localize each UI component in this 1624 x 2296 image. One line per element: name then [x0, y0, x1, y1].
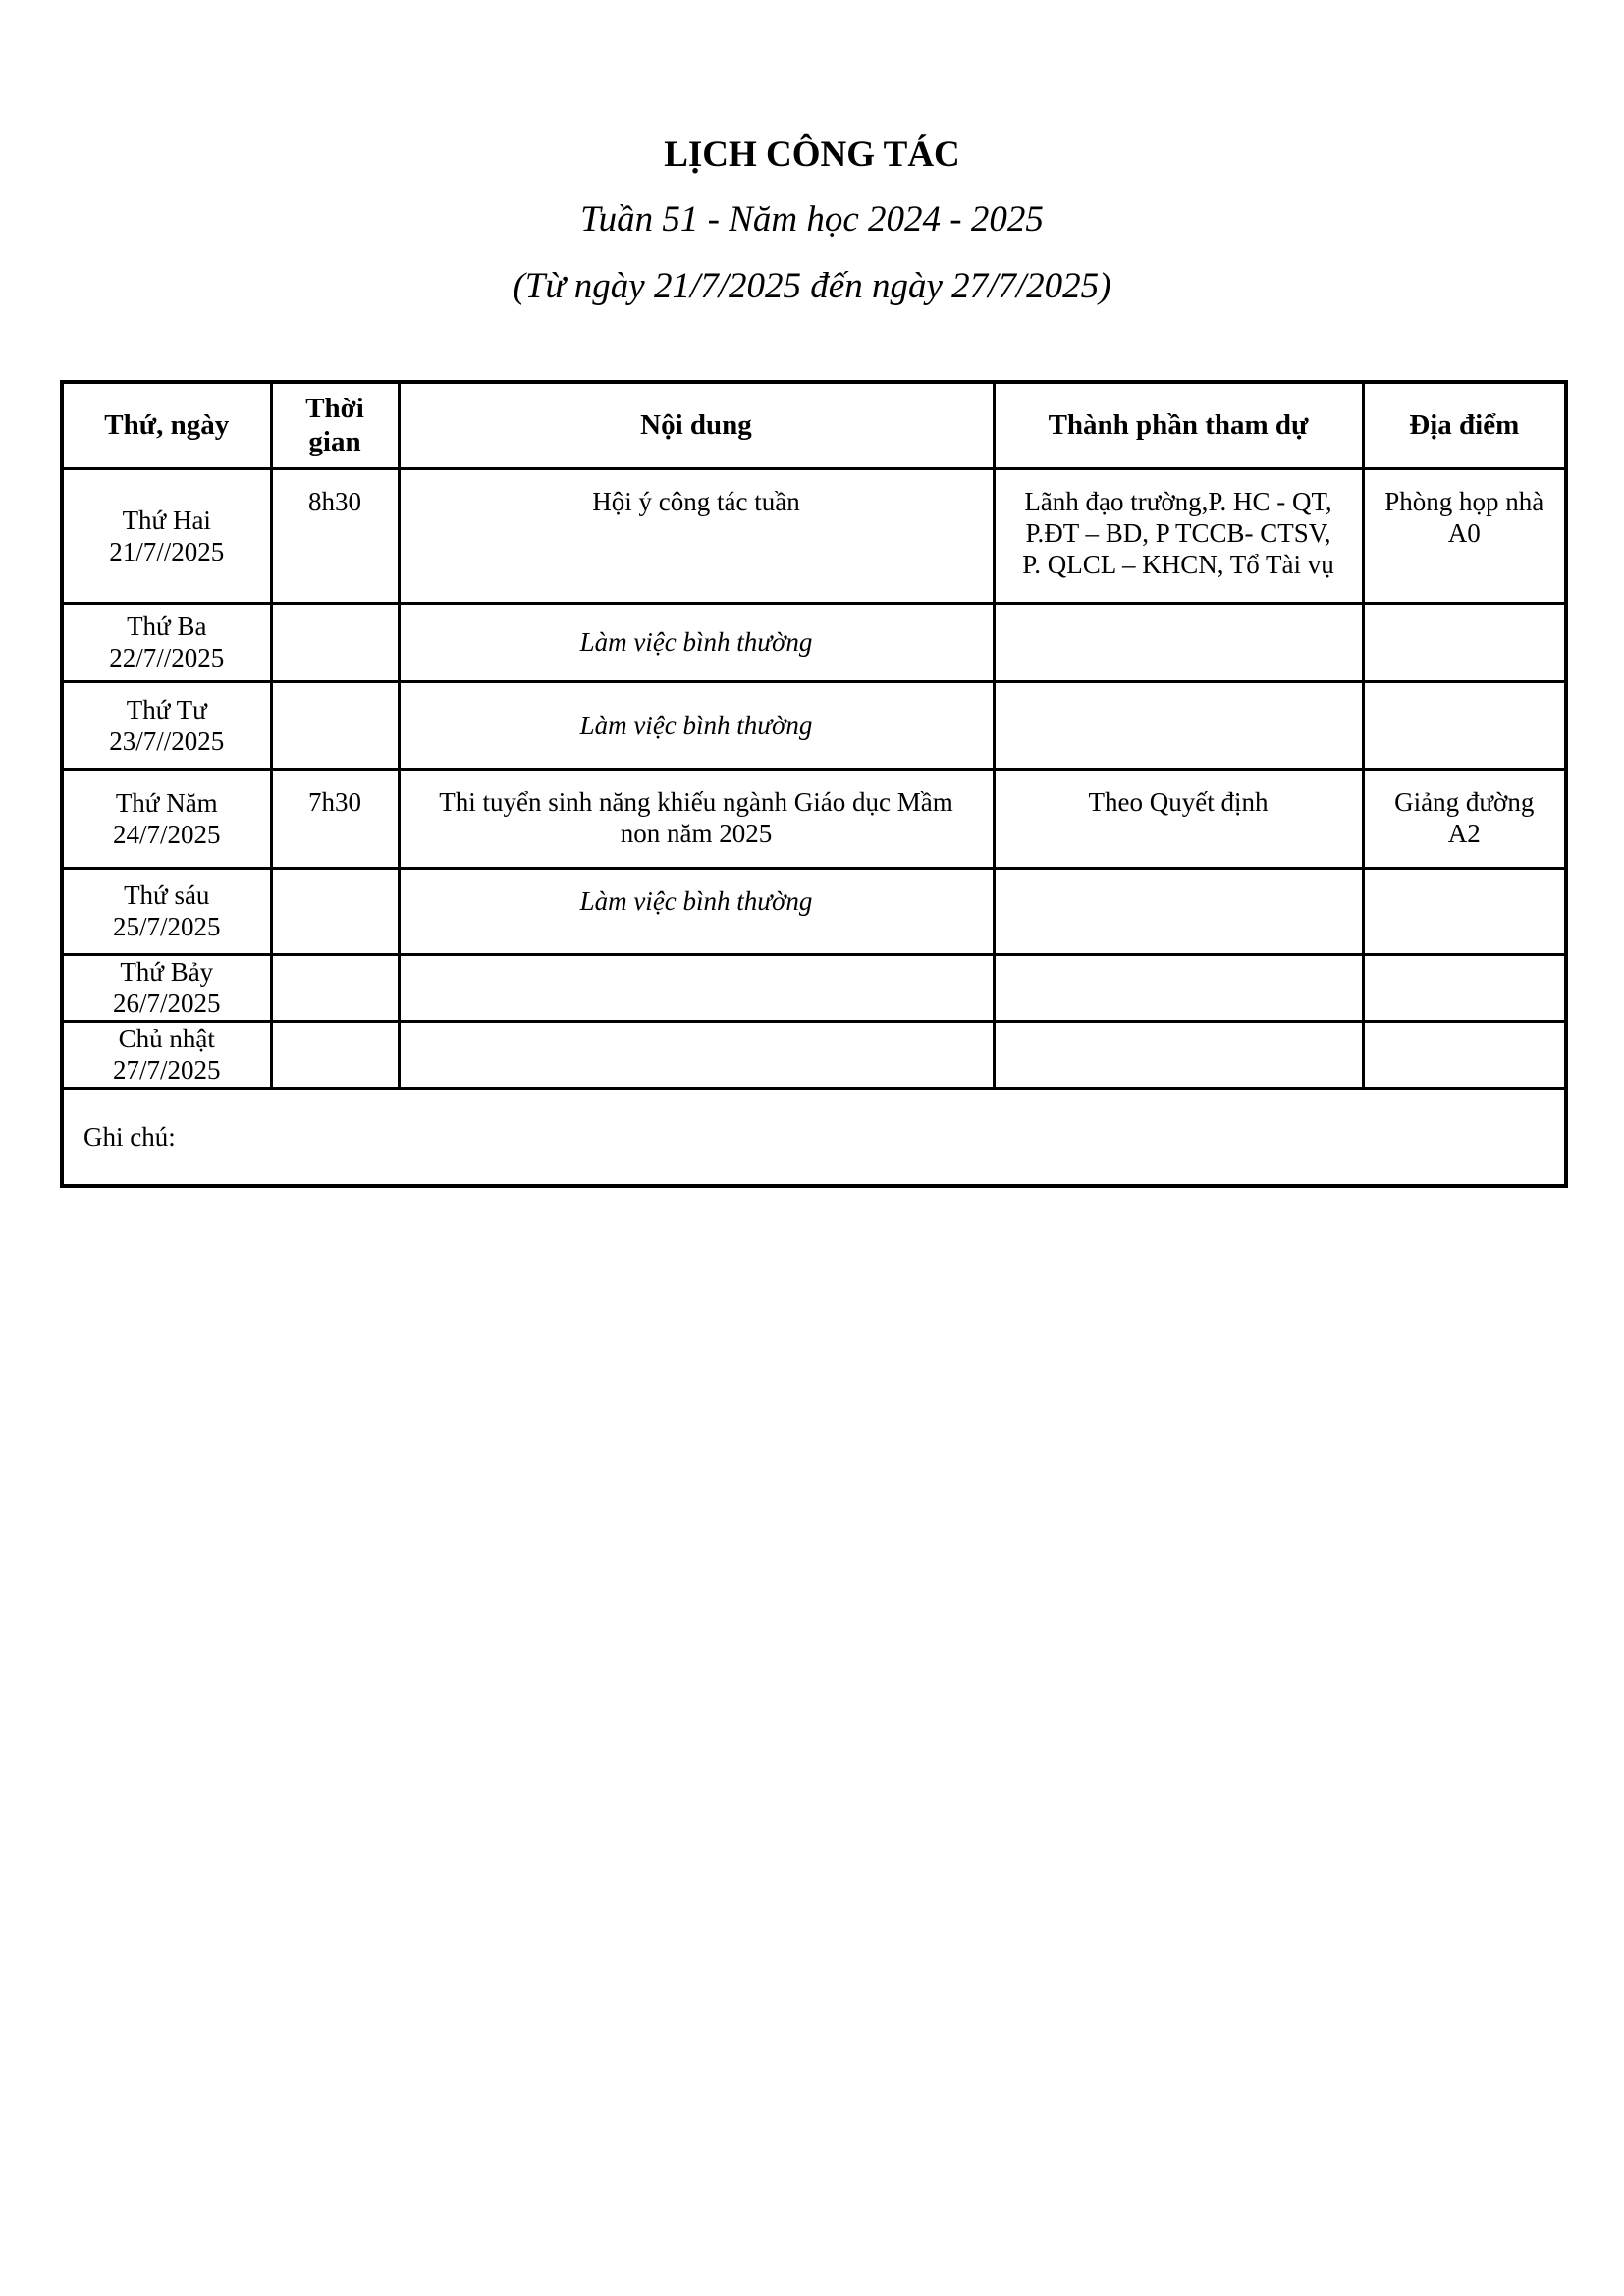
time-cell [271, 1021, 399, 1088]
time-cell [271, 868, 399, 954]
participants-cell: Theo Quyết định [994, 769, 1363, 868]
day-date: 22/7//2025 [109, 643, 225, 672]
participants-line: P. QLCL – KHCN, Tổ Tài vụ [1022, 549, 1334, 579]
table-row [62, 769, 1566, 868]
participants-cell [994, 603, 1363, 681]
content-cell: Làm việc bình thường [399, 868, 994, 954]
note-cell: Ghi chú: [62, 1088, 1566, 1186]
column-header-time [271, 382, 399, 468]
table-header-row [62, 382, 1566, 468]
day-name: Thứ sáu [124, 881, 210, 910]
participants-cell [994, 468, 1363, 603]
location-cell [1363, 603, 1566, 681]
column-header-content: Nội dung [399, 382, 994, 468]
time-cell [271, 954, 399, 1021]
day-date: 23/7//2025 [109, 725, 225, 756]
day-date: 26/7/2025 [112, 988, 221, 1018]
column-header-time-line1: Thời [305, 393, 364, 425]
location-cell [1363, 468, 1566, 603]
document-date-range: (Từ ngày 21/7/2025 đến ngày 27/7/2025) [513, 266, 1111, 306]
content-line: non năm 2025 [620, 818, 773, 848]
day-name: Thứ Ba [127, 612, 207, 641]
day-name: Thứ Tư [126, 694, 207, 724]
table-row [62, 1021, 1566, 1088]
day-date: 24/7/2025 [112, 819, 221, 849]
day-cell [62, 603, 271, 681]
location-cell [1363, 769, 1566, 868]
location-line: Giảng đường [1394, 786, 1535, 817]
content-cell [399, 954, 994, 1021]
time-cell: 7h30 [271, 769, 399, 868]
column-header-day: Thứ, ngày [62, 382, 271, 468]
table-row [62, 468, 1566, 603]
day-cell [62, 1021, 271, 1088]
participants-cell [994, 954, 1363, 1021]
participants-cell [994, 1021, 1363, 1088]
time-cell: 8h30 [271, 468, 399, 603]
content-cell [399, 769, 994, 868]
document-title: LỊCH CÔNG TÁC [664, 134, 960, 175]
table-row [62, 954, 1566, 1021]
location-cell [1363, 681, 1566, 769]
location-cell [1363, 1021, 1566, 1088]
day-date: 21/7//2025 [109, 536, 225, 566]
time-cell [271, 603, 399, 681]
participants-line: P.ĐT – BD, P TCCB- CTSV, [1025, 517, 1331, 548]
content-cell: Hội ý công tác tuần [399, 468, 994, 603]
document-header [0, 128, 1624, 314]
column-header-participants: Thành phần tham dự [994, 382, 1363, 468]
content-line: Thi tuyển sinh năng khiếu ngành Giáo dục Mầm [439, 786, 953, 817]
participants-cell [994, 681, 1363, 769]
location-cell [1363, 868, 1566, 954]
document-subtitle: Tuần 51 - Năm học 2024 - 2025 [580, 199, 1044, 240]
participants-line: Lãnh đạo trường,P. HC - QT, [1024, 486, 1332, 516]
table-row [62, 681, 1566, 769]
location-line: Phòng họp nhà [1384, 486, 1544, 516]
day-cell [62, 769, 271, 868]
day-cell [62, 868, 271, 954]
participants-cell [994, 868, 1363, 954]
content-cell: Làm việc bình thường [399, 603, 994, 681]
day-name: Thứ Hai [122, 505, 211, 535]
day-cell [62, 954, 271, 1021]
location-line: A2 [1447, 818, 1481, 848]
column-header-time-line2: gian [308, 426, 361, 458]
content-cell [399, 1021, 994, 1088]
time-cell [271, 681, 399, 769]
location-cell [1363, 954, 1566, 1021]
day-cell [62, 468, 271, 603]
table-row [62, 868, 1566, 954]
day-cell [62, 681, 271, 769]
column-header-location: Địa điểm [1363, 382, 1566, 468]
day-name: Thứ Năm [115, 787, 218, 818]
note-row [62, 1088, 1566, 1186]
day-date: 27/7/2025 [112, 1055, 221, 1085]
location-line: A0 [1447, 517, 1481, 548]
day-name: Thứ Bảy [120, 957, 214, 987]
schedule-table [60, 380, 1568, 1188]
day-name: Chủ nhật [118, 1024, 215, 1053]
content-cell: Làm việc bình thường [399, 681, 994, 769]
table-row [62, 603, 1566, 681]
day-date: 25/7/2025 [112, 912, 221, 941]
